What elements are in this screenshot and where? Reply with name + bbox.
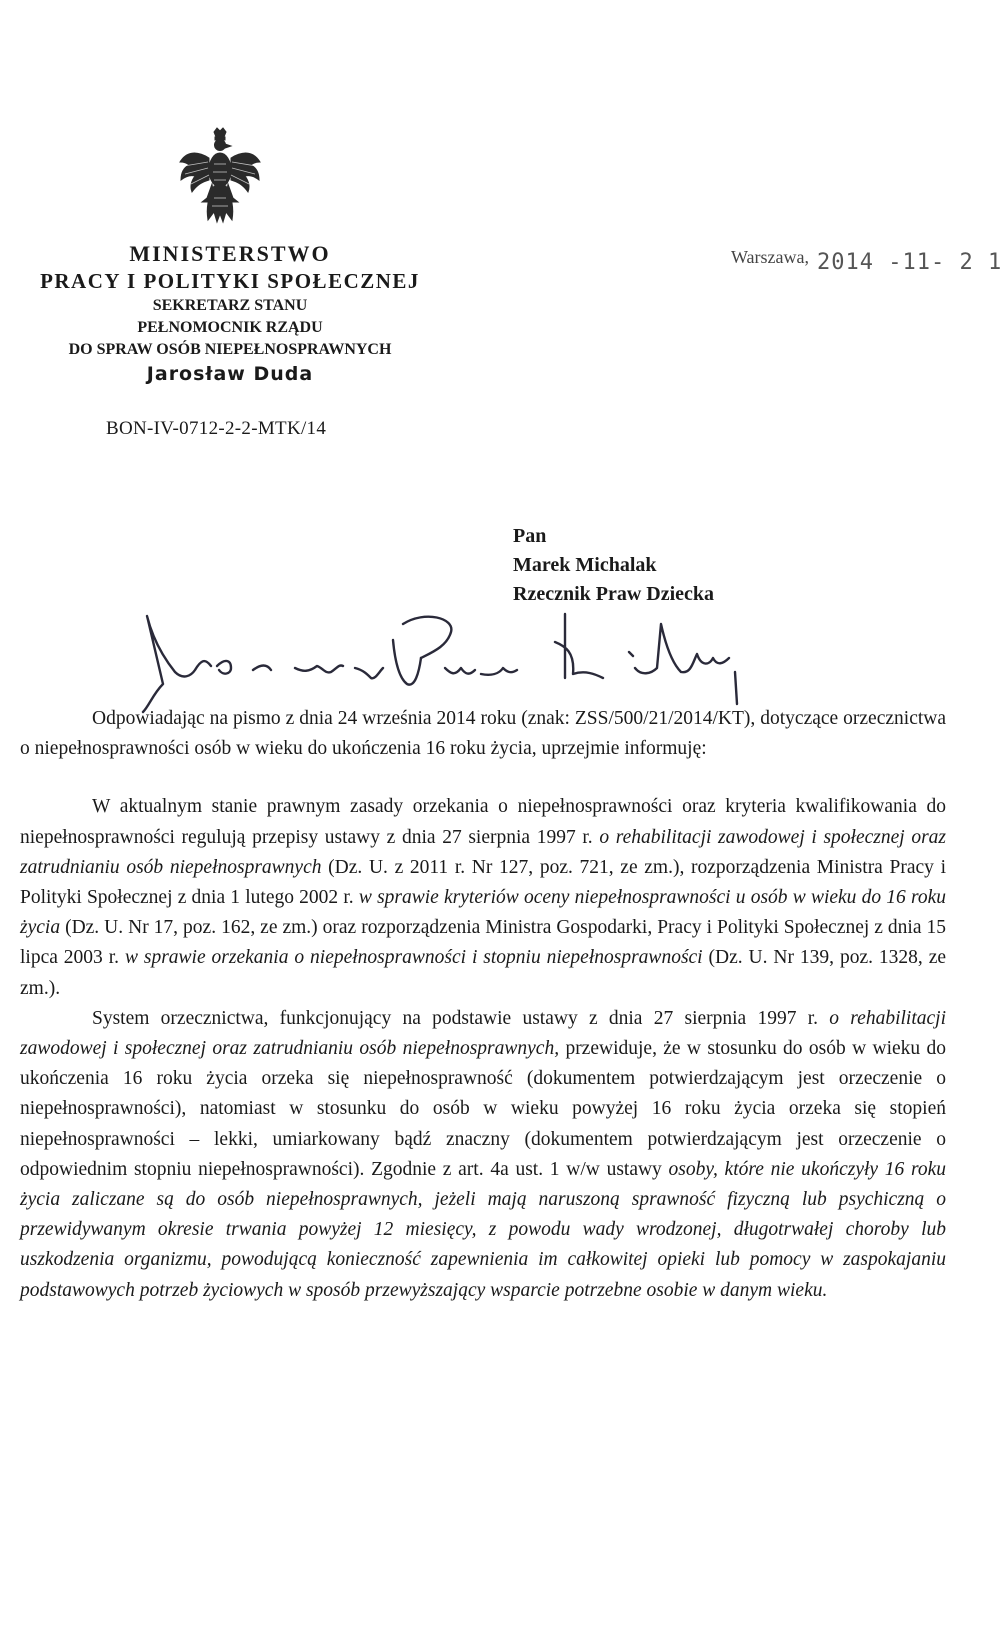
p2-italic-d: w sprawie kryteriów oceny niepełnosprawności u osób w wieku do 16 roku życia — [20, 887, 947, 939]
role-line2: PEŁNOMOCNIK RZĄDU — [137, 319, 323, 336]
paragraph-1: Odpowiadając na pismo z dnia 24 września 2014 roku (znak: ZSS/500/21/2014/KT), dotyczące orzecznictwa o niepełnosprawności osób w wieku do ukończenia 16 roku życia, uprzejmie informuję: — [20, 708, 946, 760]
p3-text-a: System orzecznictwa, funkcjonujący na podstawie ustawy z dnia 27 sierpnia 1997 r. — [92, 1007, 819, 1029]
addressee-line2: Marek Michalak — [513, 554, 657, 576]
p2-text-e: (Dz. U. Nr 17, poz. 162, ze zm.) oraz rozporządzenia Ministra Gospodarki, Pracy i Polityki Społecznej z dnia 15 lipca 2003 r. — [20, 917, 946, 969]
p2-text-c: (Dz. U. z 2011 r. Nr 127, poz. 721, ze zm.), rozporządzenia Ministra Pracy i Polityki Społecznej z dnia 1 lutego 2002 r. — [20, 856, 946, 909]
polish-eagle-crest-icon — [178, 128, 262, 226]
p3-italic-b: o rehabilitacji zawodowej i społecznej oraz zatrudnianiu osób niepełnosprawnych, — [20, 1007, 946, 1060]
p2-italic-b: o rehabilitacji zawodowej i społecznej oraz zatrudnianiu osób niepełnosprawnych — [20, 826, 947, 878]
letter-body — [20, 704, 946, 1306]
p3-text-c: przewiduje, że w stosunku do osób w wieku do ukończenia 16 roku życia orzeka się niepełnosprawność (dokumentem potwierdzającym jest orzeczenie o niepełnosprawności), natomiast w stosunku do osób w wieku powyżej 16 roku życia orzeka się stopień niepełnosprawności – lekki, umiarkowany bądź znaczny (dokumentem potwierdzającym jest orzeczenie o odpowiednim stopniu niepełnosprawności). Zgodnie z art. 4a ust. 1 w/w ustawy — [20, 1038, 946, 1180]
ministry-name-line1: MINISTERSTWO — [129, 241, 331, 266]
place: Warszawa, — [731, 247, 810, 267]
reference-number: BON-IV-0712-2-2-MTK/14 — [106, 418, 327, 439]
date-stamp: 2014 -11- 2 1 — [817, 250, 1002, 275]
ministry-header — [20, 240, 440, 387]
place-date — [731, 244, 1002, 275]
role-line3: DO SPRAW OSÓB NIEPEŁNOSPRAWNYCH — [68, 341, 392, 358]
p2-text-g: (Dz. U. Nr 139, poz. 1328, ze zm.). — [20, 947, 947, 999]
paragraph-2 — [20, 792, 946, 1003]
ministry-name-line2: PRACY I POLITYKI SPOŁECZNEJ — [40, 269, 420, 293]
official-name: Jarosław Duda — [146, 363, 314, 385]
addressee — [513, 522, 714, 609]
p3-italic-d: osoby, które nie ukończyły 16 roku życia zaliczane są do osób niepełnosprawnych, jeżeli mają naruszoną sprawność fizyczną lub psychiczną o przewidywanym okresie trwania powyżej 12 miesięcy, z powodu wady wrodzonej, długotrwałej choroby lub uszkodzenia organizmu, powodującą konieczność zapewnienia im całkowitej opieki lub pomocy w zaspokajaniu podstawowych potrzeb życiowych w sposób przewyższający wsparcie potrzebne osobie w danym wieku. — [20, 1158, 947, 1301]
addressee-line1: Pan — [513, 525, 547, 547]
paragraph-3 — [20, 1004, 946, 1306]
p2-italic-f: w sprawie orzekania o niepełnosprawności i stopniu niepełnosprawności — [124, 947, 703, 969]
p2-text-a: W aktualnym stanie prawnym zasady orzekania o niepełnosprawności oraz kryteria kwalifikowania do niepełnosprawności regulują przepisy ustawy z dnia 27 sierpnia 1997 r. — [20, 796, 946, 848]
handwritten-signature — [145, 612, 765, 712]
addressee-line3: Rzecznik Praw Dziecka — [513, 583, 715, 605]
role-line1: SEKRETARZ STANU — [152, 297, 308, 314]
